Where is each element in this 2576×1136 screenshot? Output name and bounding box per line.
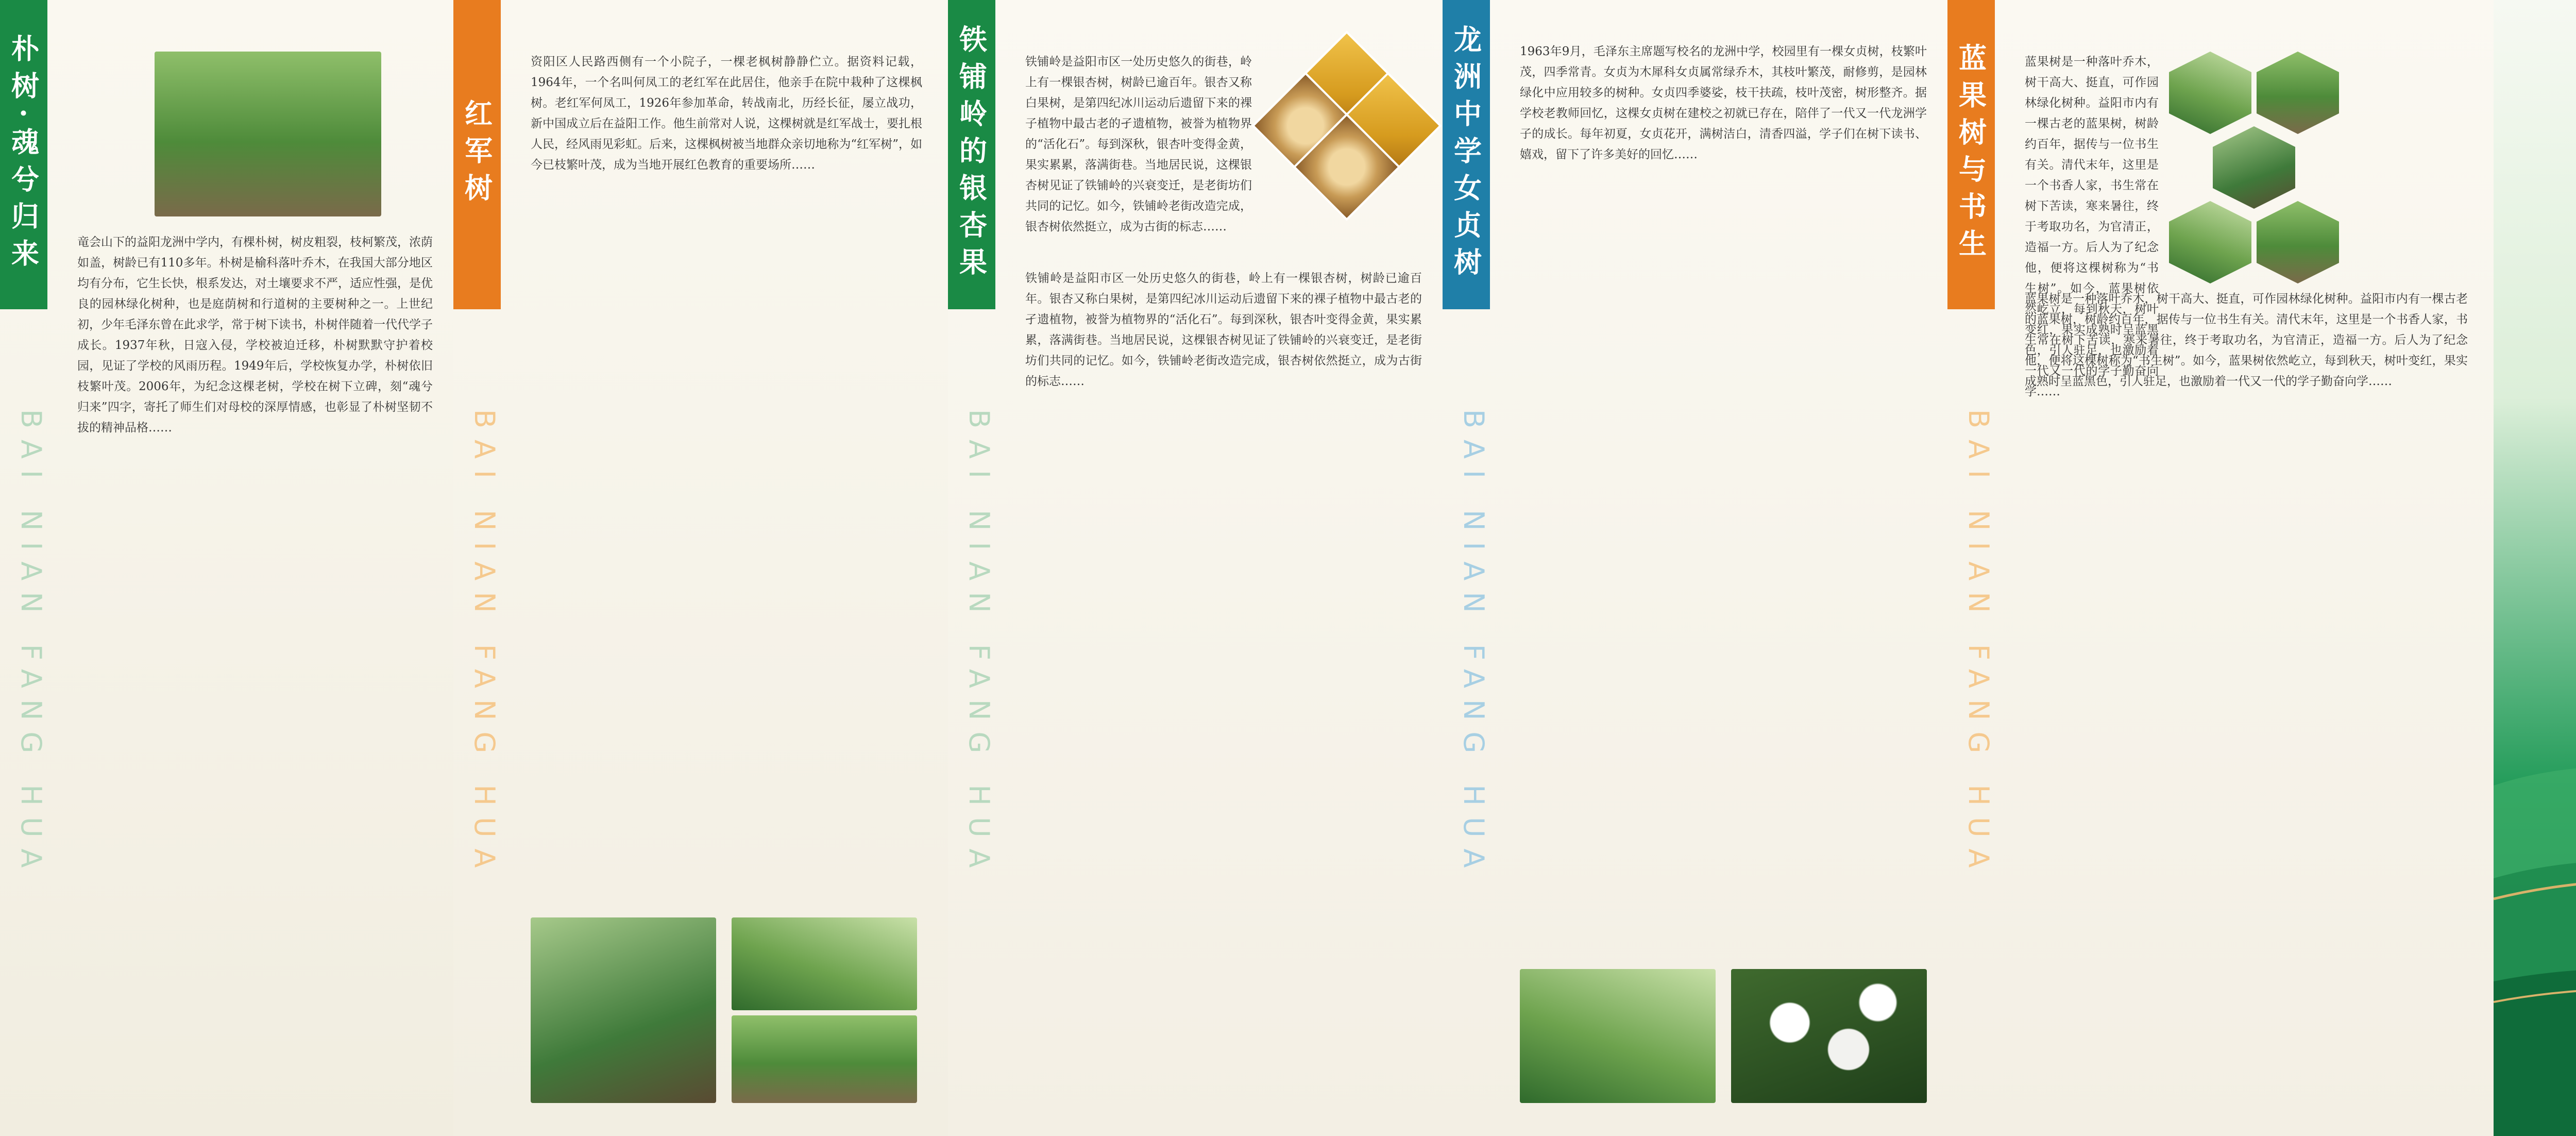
panel-tab: 朴树·魂兮归来 xyxy=(0,0,47,309)
panel-body-text-top: 铁铺岭是益阳市区一处历史悠久的街巷，岭上有一棵银杏树，树龄已逾百年。银杏又称白果树，是第四纪冰川运动后遗留下来的裸子植物中最古老的孑遗植物，被誉为植物界的“活化石”。每到深秋，银杏叶变得金黄，果实累累，落满街巷。当地居民说，这棵银杏树见证了铁铺岭的兴衰变迁，是老街坊们共同的记忆。如今，铁铺岭老街改造完成，银杏树依然挺立，成为古街的标志…… xyxy=(1025,55,1252,233)
panel-body-text: 资阳区人民路西侧有一个小院子，一棵老枫树静静伫立。据资料记载，1964年，一个名叫何凤工的老红军在此居住，他亲手在院中栽种了这棵枫树。老红军何凤工，1926年参加革命，转战南北，历经长征，屡立战功，新中国成立后在益阳工作。他生前常对人说，这棵树就是红军战士，要扎根人民，经风雨见彩虹。后来，这棵枫树被当地群众亲切地称为“红军树”，如今已枝繁叶茂，成为当地开展红色教育的重要场所…… xyxy=(531,55,922,172)
panel-body-text: 1963年9月，毛泽东主席题写校名的龙洲中学，校园里有一棵女贞树，枝繁叶茂，四季常青。女贞为木犀科女贞属常绿乔木，其枝叶繁茂，耐修剪，是园林绿化中应用较多的树种。女贞四季婆娑，枝干扶疏，枝叶茂密，树形整齐。据学校老教师回忆，这棵女贞树在建校之初就已存在，陪伴了一代又一代龙洲学子的成长。每年初夏，女贞花开，满树洁白，清香四溢，学子们在树下读书、嬉戏，留下了许多美好的回忆…… xyxy=(1520,45,1927,161)
panel-ginkgo xyxy=(948,0,1443,1136)
panel-tab: 铁铺岭的银杏果 xyxy=(948,0,995,309)
panel-body-text: 竜会山下的益阳龙洲中学内，有棵朴树，树皮粗裂，枝柯繁茂，浓荫如盖，树龄已有110多年。朴树是榆科落叶乔木，在我国大部分地区均有分布，它生长快，根系发达，对土壤要求不严，适应性强，是优良的园林绿化树种，也是庭荫树和行道树的主要树种之一。上世纪初，少年毛泽东曾在此求学，常于树下读书，朴树伴随着一代代学子成长。1937年秋，日寇入侵，学校被迫迁移，朴树默默守护着校园，见证了学校的风雨历程。1949年后，学校恢复办学，朴树依旧枝繁叶茂。2006年，为纪念这棵老树，学校在树下立碑，刻“魂兮归来”四字，寄托了师生们对母校的深厚情感，也彰显了朴树坚韧不拔的精神品格…… xyxy=(77,236,433,435)
privet-tree-photo xyxy=(1520,969,1716,1103)
privet-flower-photo xyxy=(1731,969,1927,1103)
panel-tab-en: BAI NIAN FANG HUA xyxy=(15,409,47,879)
panel-tab-en: BAI NIAN FANG HUA xyxy=(1458,409,1490,879)
ginkgo-photo-collage xyxy=(1267,46,1422,201)
panel-tab: 龙洲中学女贞树 xyxy=(1443,0,1490,309)
cover-panel xyxy=(2494,0,2576,1136)
panel-body-text-top: 蓝果树是一种落叶乔木，树干高大、挺直，可作园林绿化树种。益阳市内有一棵古老的蓝果树，树龄约百年，据传与一位书生有关。清代末年，这里是一个书香人家，书生常在树下苦读，寒来暑往，终于考取功名，为官清正，造福一方。后人为了纪念他，便将这棵树称为“书生树”。如今，蓝果树依然屹立，每到秋天，树叶变红，果实成熟时呈蓝黑色，引人驻足，也激励着一代又一代的学子勤奋向学…… xyxy=(2025,55,2159,398)
panel-red-army-tree xyxy=(453,0,948,1136)
panel-tab-en: BAI NIAN FANG HUA xyxy=(963,409,995,879)
red-army-tree-photo-3 xyxy=(732,1015,917,1103)
panel-body-text: 铁铺岭是益阳市区一处历史悠久的街巷，岭上有一棵银杏树，树龄已逾百年。银杏又称白果树，是第四纪冰川运动后遗留下来的裸子植物中最古老的孑遗植物，被誉为植物界的“活化石”。每到深秋，银杏叶变得金黄，果实累累，落满街巷。当地居民说，这棵银杏树见证了铁铺岭的兴衰变迁，是老街坊们共同的记忆。如今，铁铺岭老街改造完成，银杏树依然挺立，成为古街的标志…… xyxy=(1025,272,1422,388)
panel-tupelo xyxy=(1947,0,2494,1136)
panel-privet xyxy=(1443,0,1947,1136)
panel-pu-tree xyxy=(0,0,453,1136)
panel-tab: 红军树 xyxy=(453,0,501,309)
red-army-tree-photo-1 xyxy=(531,917,716,1103)
panel-body-text: 蓝果树是一种落叶乔木，树干高大、挺直，可作园林绿化树种。益阳市内有一棵古老的蓝果树，树龄约百年，据传与一位书生有关。清代末年，这里是一个书香人家，书生常在树下苦读，寒来暑往，终于考取功名，为官清正，造福一方。后人为了纪念他，便将这棵树称为“书生树”。如今，蓝果树依然屹立，每到秋天，树叶变红，果实成熟时呈蓝黑色，引人驻足，也激励着一代又一代的学子勤奋向学…… xyxy=(2025,292,2468,388)
panel-tab-en: BAI NIAN FANG HUA xyxy=(468,409,501,879)
green-hills-graphic xyxy=(2494,517,2576,1136)
tupelo-photo-collage xyxy=(2169,52,2354,278)
red-army-tree-photo-2 xyxy=(732,917,917,1010)
panel-tab: 蓝果树与书生 xyxy=(1947,0,1995,309)
panel-tab-en: BAI NIAN FANG HUA xyxy=(1962,409,1995,879)
pu-tree-photo xyxy=(155,52,381,216)
